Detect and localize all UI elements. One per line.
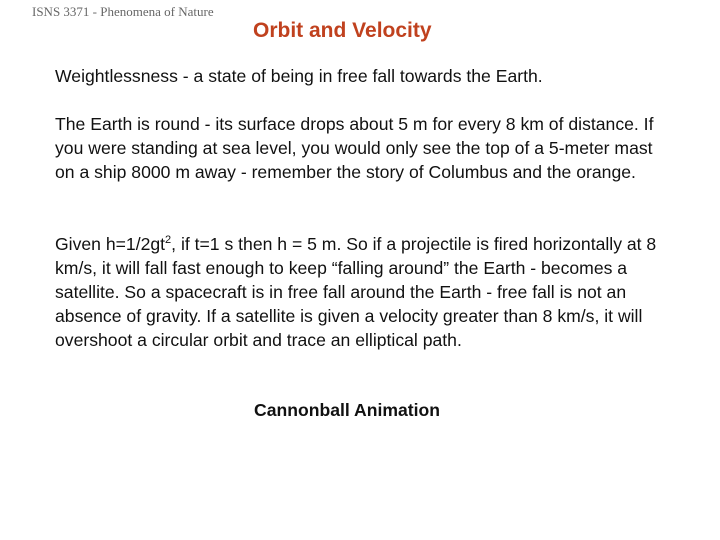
slide-title: Orbit and Velocity	[253, 19, 432, 42]
course-header: ISNS 3371 - Phenomena of Nature	[32, 4, 214, 19]
paragraph-weightlessness: Weightlessness - a state of being in free fall towards the Earth.	[55, 66, 543, 86]
formula-superscript: 2	[165, 234, 172, 247]
paragraph-earth-round: The Earth is round - its surface drops about 5 m for every 8 km of distance. If you were standing at sea level, you would only see the top of a 5-meter mast on a ship 8000 m away - remember the story of Columbus and the orange.	[55, 114, 654, 182]
paragraph-given-rest: , if t=1 s then h = 5 m. So if a projectile is fired horizontally at 8 km/s, it will fall fast enough to keep “falling around” the Earth - becomes a satellite. So a spacecraft is in free fall around the Earth - free fall is not an absence of gravity. If a satellite is given a velocity greater than 8 km/s, it will overshoot a circular orbit and trace an elliptical path.	[55, 234, 657, 350]
paragraph-given-formula	[55, 232, 675, 352]
cannonball-animation-link[interactable]: Cannonball Animation	[254, 400, 441, 420]
formula-prefix: Given h=1/2gt	[55, 234, 166, 254]
